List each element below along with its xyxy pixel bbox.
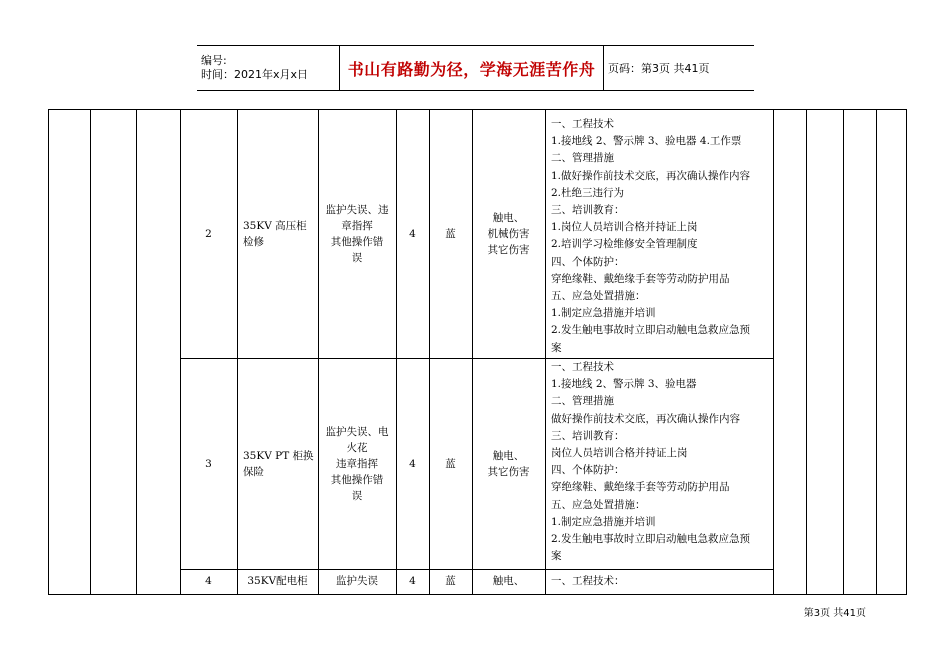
measure-line: 二、管理措施: [551, 152, 614, 165]
measure-line: 1.制定应急措施并培训: [551, 515, 656, 528]
harm-line: 触电、: [492, 212, 525, 224]
grid-line: [806, 110, 807, 594]
cause-cell: [318, 110, 396, 358]
cause-line: 监护失误、电: [325, 425, 389, 438]
harm-cell: [472, 110, 545, 358]
measures-cell: [551, 359, 750, 565]
measures-cell: [551, 116, 750, 357]
cause-cell: [318, 358, 396, 569]
measure-line: 做好操作前技术交底，再次确认操作内容: [551, 412, 740, 425]
measure-line: 三、培训教育：: [551, 429, 625, 442]
measure-line: 一、工程技术: [551, 118, 614, 130]
equipment-cell: 35KV PT 柜换保险: [243, 449, 314, 478]
measure-line: 五、应急处置措施：: [551, 498, 646, 511]
harm-line: 触电、: [492, 449, 525, 462]
measure-line: 一、工程技术: [551, 361, 614, 373]
header-motto: 书山有路勤为径，学海无涯苦作舟: [340, 46, 604, 91]
grid-line: [876, 110, 877, 594]
measure-line: 2.发生触电事故时立即启动触电急救应急预: [551, 533, 751, 546]
header-meta: [197, 46, 340, 91]
grid-line: [773, 110, 774, 594]
cause-line: 其他操作错: [330, 236, 384, 248]
measure-line: 四、个体防护：: [551, 464, 625, 477]
measure-line: 1.接地线 2、警示牌 3、验电器 4.工作票: [551, 135, 742, 148]
measure-line: 1.接地线 2、警示牌 3、验电器: [551, 378, 697, 391]
equipment-cell: 35KV配电柜: [247, 575, 308, 587]
measure-line: 二、管理措施: [551, 395, 614, 408]
cause-line: 违章指挥: [336, 457, 378, 470]
level-cell: 4: [409, 457, 416, 470]
cause-line: 误: [351, 252, 363, 264]
measure-line: 岗位人员培训合格并持证上岗: [551, 447, 688, 460]
measure-line: 一、工程技术：: [551, 575, 625, 587]
harm-line: 其它伤害: [487, 465, 530, 478]
page-header: [197, 45, 754, 91]
cause-line: 其他操作错: [330, 473, 384, 486]
grid-line: [90, 110, 91, 594]
cause-line: 监护失误、违: [325, 204, 389, 216]
harm-cell: [472, 358, 545, 569]
cause-cell: 监护失误: [336, 575, 378, 587]
measure-line: 2.培训学习检维修安全管理制度: [551, 238, 698, 251]
measure-line: 1.岗位人员培训合格并持证上岗: [551, 221, 698, 234]
color-cell: 蓝: [445, 228, 456, 240]
cause-line: 误: [351, 489, 363, 502]
measure-line: 2.杜绝三违行为: [551, 186, 625, 199]
measure-line: 2.发生触电事故时立即启动触电急救应急预: [551, 324, 751, 337]
color-cell: 蓝: [445, 457, 456, 470]
harm-cell: 触电、: [492, 575, 525, 587]
measure-line: 五、应急处置措施：: [551, 290, 646, 303]
grid-line: [237, 110, 238, 594]
number-label: 编号:: [201, 54, 227, 67]
measures-cell: [551, 573, 625, 590]
cause-line: 火花: [346, 441, 368, 454]
page-footer: 第3页 共41页: [803, 608, 866, 619]
time-label: 时间：2021年x月x日: [201, 68, 309, 81]
header-page-code: 页码：第3页 共41页: [604, 46, 755, 91]
color-cell: 蓝: [445, 575, 456, 587]
seq-cell: 3: [205, 457, 212, 470]
grid-line: [545, 110, 546, 594]
measure-line: 穿绝缘鞋、戴绝缘手套等劳动防护用品: [551, 272, 730, 285]
measure-line: 案: [551, 341, 562, 354]
grid-line: [136, 110, 137, 594]
harm-line: 其它伤害: [487, 244, 530, 256]
risk-table: [48, 109, 907, 595]
equipment-cell: 35KV 高压柜检修: [243, 220, 307, 248]
measure-line: 三、培训教育：: [551, 204, 625, 217]
grid-line: [843, 110, 844, 594]
seq-cell: 4: [205, 575, 212, 587]
level-cell: 4: [409, 228, 416, 240]
measure-line: 四、个体防护：: [551, 255, 625, 268]
measure-line: 穿绝缘鞋、戴绝缘手套等劳动防护用品: [551, 481, 730, 494]
measure-line: 1.做好操作前技术交底，再次确认操作内容: [551, 169, 751, 182]
cause-line: 章指挥: [341, 220, 373, 232]
seq-cell: 2: [205, 228, 212, 240]
measure-line: 1.制定应急措施并培训: [551, 307, 656, 320]
harm-line: 机械伤害: [487, 228, 530, 240]
measure-line: 案: [551, 550, 562, 563]
level-cell: 4: [409, 575, 416, 587]
